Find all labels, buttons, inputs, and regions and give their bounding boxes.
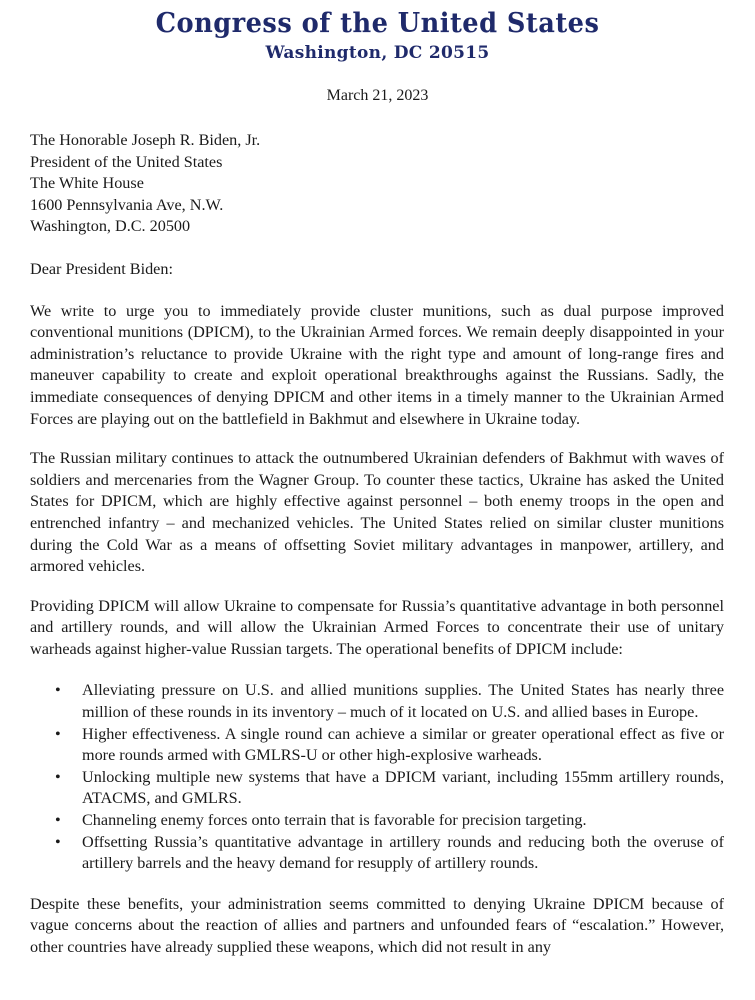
recipient-line: Washington, D.C. 20500 [30,217,191,236]
paragraph: Providing DPICM will allow Ukraine to compensate for Russia’s quantitative advantage in both personnel and artillery rounds, and will allow the Ukrainian Armed Forces to concentrate their use of unitary warheads against higher-value Russian targets. The operational benefits of DPICM include: [30,596,724,658]
list-item-text: Offsetting Russia’s quantitative advantage in artillery rounds and reducing both the overuse of artillery barrels and the heavy demand for resupply of artillery rounds. [82,832,724,873]
salutation: Dear President Biden: [30,259,173,278]
bullet-icon: • [55,681,61,700]
bullet-icon: • [55,811,61,830]
closing-paragraph: Despite these benefits, your administration seems committed to denying Ukraine DPICM because of vague concerns about the reaction of allies and partners and unfounded fears of “escalation.” However, other countries have already supplied these weapons, which did not result in any [30,894,724,956]
list-item-text: Higher effectiveness. A single round can achieve a similar or greater operational effect as five or more rounds armed with GMLRS-U or other high-explosive warheads. [82,724,724,765]
recipient-line: President of the United States [30,152,223,171]
list-item [55,832,724,875]
recipient-line: The White House [30,174,144,193]
recipient-address [30,130,724,238]
benefits-list [30,680,724,874]
list-item-text: Channeling enemy forces onto terrain that is favorable for precision targeting. [82,811,587,830]
bullet-icon: • [55,724,61,743]
list-item [55,810,724,832]
list-item-text: Alleviating pressure on U.S. and allied munitions supplies. The United States has nearly three million of these rounds in its inventory – much of it located on U.S. and allied bases in Europe. [82,681,724,722]
letterhead-city: Washington, DC 20515 [265,43,490,63]
recipient-line: The Honorable Joseph R. Biden, Jr. [30,131,261,149]
recipient-line: 1600 Pennsylvania Ave, N.W. [30,195,224,214]
letterhead [0,8,755,64]
list-item [55,680,724,723]
letter-date: March 21, 2023 [326,87,429,104]
bullet-icon: • [55,832,61,851]
letterhead-organization: Congress of the United States [155,8,600,39]
list-item [55,767,724,810]
paragraph: We write to urge you to immediately provide cluster munitions, such as dual purpose improved conventional munitions (DPICM), to the Ukrainian Armed forces. We remain deeply disappointed in your administration’s reluctance to provide Ukraine with the right type and amount of long-range fires and maneuver capability to create and exploit operational breakthroughs against the Russians. Sadly, the immediate consequences of denying DPICM and other items in a timely manner to the Ukrainian Armed Forces are playing out on the battlefield in Bakhmut and elsewhere in Ukraine today. [30,301,724,428]
list-item-text: Unlocking multiple new systems that have a DPICM variant, including 155mm artillery rounds, ATACMS, and GMLRS. [82,767,724,808]
bullet-icon: • [55,767,61,786]
list-item [55,724,724,767]
paragraph: The Russian military continues to attack the outnumbered Ukrainian defenders of Bakhmut with waves of soldiers and mercenaries from the Wagner Group. To counter these tactics, Ukraine has asked the United States for DPICM, which are highly effective against personnel – both enemy troops in the open and entrenched infantry – and mechanized vehicles. The United States relied on similar cluster munitions during the Cold War as a means of offsetting Soviet military advantages in manpower, artillery, and armored vehicles. [30,449,724,576]
letter-body [30,130,724,959]
